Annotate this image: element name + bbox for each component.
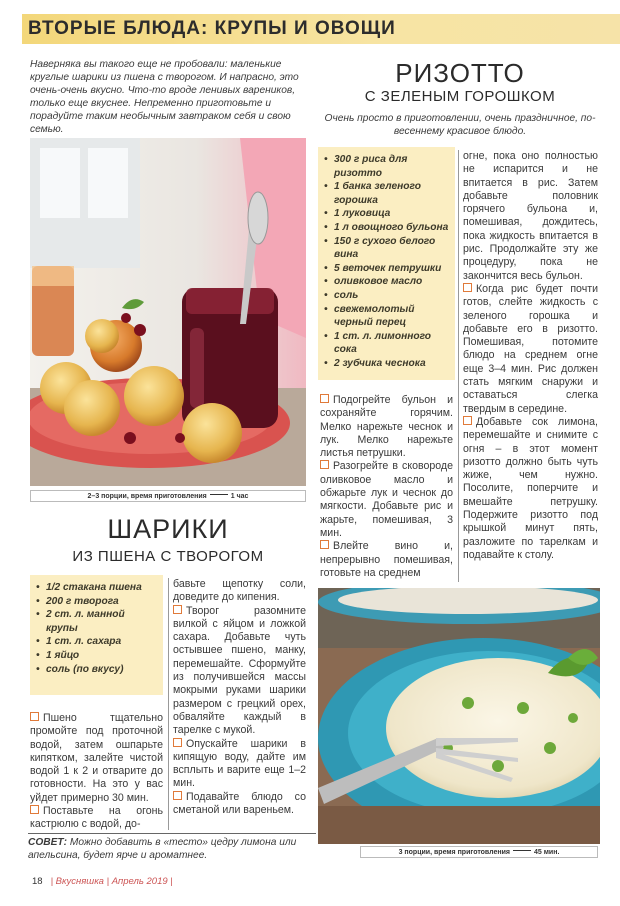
ingredient-item: • соль (324, 289, 449, 303)
caption-dash (210, 494, 228, 495)
column-divider (458, 150, 459, 582)
risotto-caption-time: 45 мин. (534, 849, 560, 856)
sharik-step: Подавайте блюдо со сметаной или вареньем. (173, 790, 306, 817)
sharik-subtitle: ИЗ ПШЕНА С ТВОРОГОМ (72, 548, 264, 565)
risotto-title: РИЗОТТО (395, 58, 525, 88)
ingredient-item: • 2 зубчика чеснока (324, 357, 449, 371)
risotto-caption-text: 3 порции, время приготовления (398, 849, 511, 856)
risotto-step: Разогрейте в сковороде оливковое масло и обжарьте лук и чеснок до мягкости. Добавьте рис и жарьте, помешивая, 3 мин. (320, 460, 453, 539)
risotto-step: Подогрейте бульон и сохраняйте горячим. Мелко нарежьте чеснок и лук. Мелко нарежьте листья петрушки. (320, 394, 453, 460)
ingredient-item: • 1 л овощного бульона (324, 221, 449, 235)
ingredient-item: • соль (по вкусу) (36, 663, 157, 677)
sharik-caption-text: 2–3 порции, время приготовления (87, 493, 207, 500)
sharik-intro: Наверняка вы такого еще не пробовали: маленькие круглые шарики из пшена с творогом. И напрасно, это очень-очень вкусно. Что-то вроде ленивых вареников, только еще вкуснее. Непременно приготовьте и порадуйте таким необычным завтраком себя и свою семью. (30, 59, 299, 135)
risotto-steps-right (463, 150, 598, 562)
ingredient-item: • 1 ст. л. сахара (36, 635, 157, 649)
bullet-square-icon (173, 791, 182, 800)
column-divider (168, 578, 169, 830)
risotto-subtitle: С ЗЕЛЕНЫМ ГОРОШКОМ (364, 88, 556, 105)
bullet-square-icon (320, 460, 329, 469)
sharik-step: Пшено тщательно промойте под проточной водой, затем ошпарьте кипятком, залейте чистой водой 1 к 2 и отварите до готовности. На это у вас уйдет примерно 30 мин. (30, 712, 163, 804)
sharik-step: Опускайте шарики в кипящую воду, дайте им всплыть и варите еще 1–2 мин. (173, 737, 306, 790)
magazine-name: | Вкусняшка | Апрель 2019 | (50, 876, 173, 887)
ingredient-item: • 5 веточек петрушки (324, 262, 449, 276)
sharik-photo (30, 138, 306, 486)
sharik-steps-right (173, 578, 306, 817)
tip-text: Можно добавить в «тесто» цедру лимона или апельсина, будет ярче и ароматнее. (28, 837, 297, 861)
risotto-step: Влейте вино и, непрерывно помешивая, готовьте на среднем (320, 540, 453, 579)
tip-divider (28, 833, 316, 834)
risotto-step: Когда рис будет почти готов, слейте жидкость с зеленого горошка и добавьте его в ризотто. Помешивая, потомите блюдо на среднем огне еще 3–4 мин. Рис должен стать мягким снаружи и оставаться слегка твердым в середине. (463, 282, 598, 415)
bullet-square-icon (463, 416, 472, 425)
sharik-ingredients (30, 575, 163, 695)
bullet-square-icon (30, 805, 39, 814)
bullet-square-icon (173, 605, 182, 614)
page-number: 18 (32, 876, 43, 887)
sharik-ingredient-list (36, 581, 157, 676)
ingredient-item: • 300 г риса для ризотто (324, 153, 449, 180)
bullet-square-icon (320, 540, 329, 549)
risotto-caption (360, 846, 598, 858)
risotto-intro: Очень просто в приготовлении, очень праздничное, по-весеннему красивое блюдо. (324, 113, 596, 137)
risotto-ingredient-list (324, 153, 449, 371)
risotto-steps-left (320, 394, 453, 580)
tip-label: СОВЕТ: (28, 837, 68, 848)
sharik-caption-time: 1 час (230, 493, 249, 500)
section-title: ВТОРЫЕ БЛЮДА: КРУПЫ И ОВОЩИ (28, 18, 396, 39)
section-header (0, 0, 620, 44)
caption-dash (513, 850, 531, 851)
ingredient-item: • 2 ст. л. манной крупы (36, 608, 157, 635)
sharik-step: Поставьте на огонь кастрюлю с водой, до- (30, 805, 163, 831)
ingredient-item: • 1 банка зеленого горошка (324, 180, 449, 207)
sharik-steps-left (30, 712, 163, 832)
risotto-photo (318, 588, 600, 844)
sharik-caption (30, 490, 306, 502)
ingredient-item: • 1 ст. л. лимонного сока (324, 330, 449, 357)
risotto-step: огне, пока оно полностью не испарится и не впитается в рис. Затем добавьте половник горячего бульона и, помешивая, дождитесь, пока жидкость впитается в рис. Продолжайте эту же процедуру, пока не закончится весь бульон. (463, 150, 598, 282)
ingredient-item: • 1/2 стакана пшена (36, 581, 157, 595)
bullet-square-icon (320, 394, 329, 403)
risotto-step: Добавьте сок лимона, перемешайте и снимите с огня – в этот момент ризотто должно быть чуть жиже, чем нужно. Посолите, поперчите и вмешайте петрушку. Подержите ризотто под крышкой минут пять, разложите по тарелкам и подавайте к столу. (463, 415, 598, 561)
sharik-step: Творог разомните вилкой с яйцом и ложкой сахара. Добавьте чуть остывшее пшено, манку, перемешайте. Сформуйте из получившейся массы мокрыми руками шарики размером с грецкий орех, обваляйте каждый в тарелке с мукой. (173, 604, 306, 737)
bullet-square-icon (173, 738, 182, 747)
tip-box (28, 836, 316, 862)
ingredient-item: • свежемолотый черный перец (324, 303, 449, 330)
ingredient-item: • 150 г сухого белого вина (324, 235, 449, 262)
ingredient-item: • 1 яйцо (36, 649, 157, 663)
ingredient-item: • 1 луковица (324, 207, 449, 221)
ingredient-item: • 200 г творога (36, 595, 157, 609)
sharik-step: бавьте щепотку соли, доведите до кипения. (173, 578, 306, 604)
bullet-square-icon (30, 712, 39, 721)
sharik-title: ШАРИКИ (107, 514, 229, 544)
ingredient-item: • оливковое масло (324, 275, 449, 289)
bullet-square-icon (463, 283, 472, 292)
risotto-ingredients (318, 147, 455, 380)
page-footer (32, 876, 173, 887)
